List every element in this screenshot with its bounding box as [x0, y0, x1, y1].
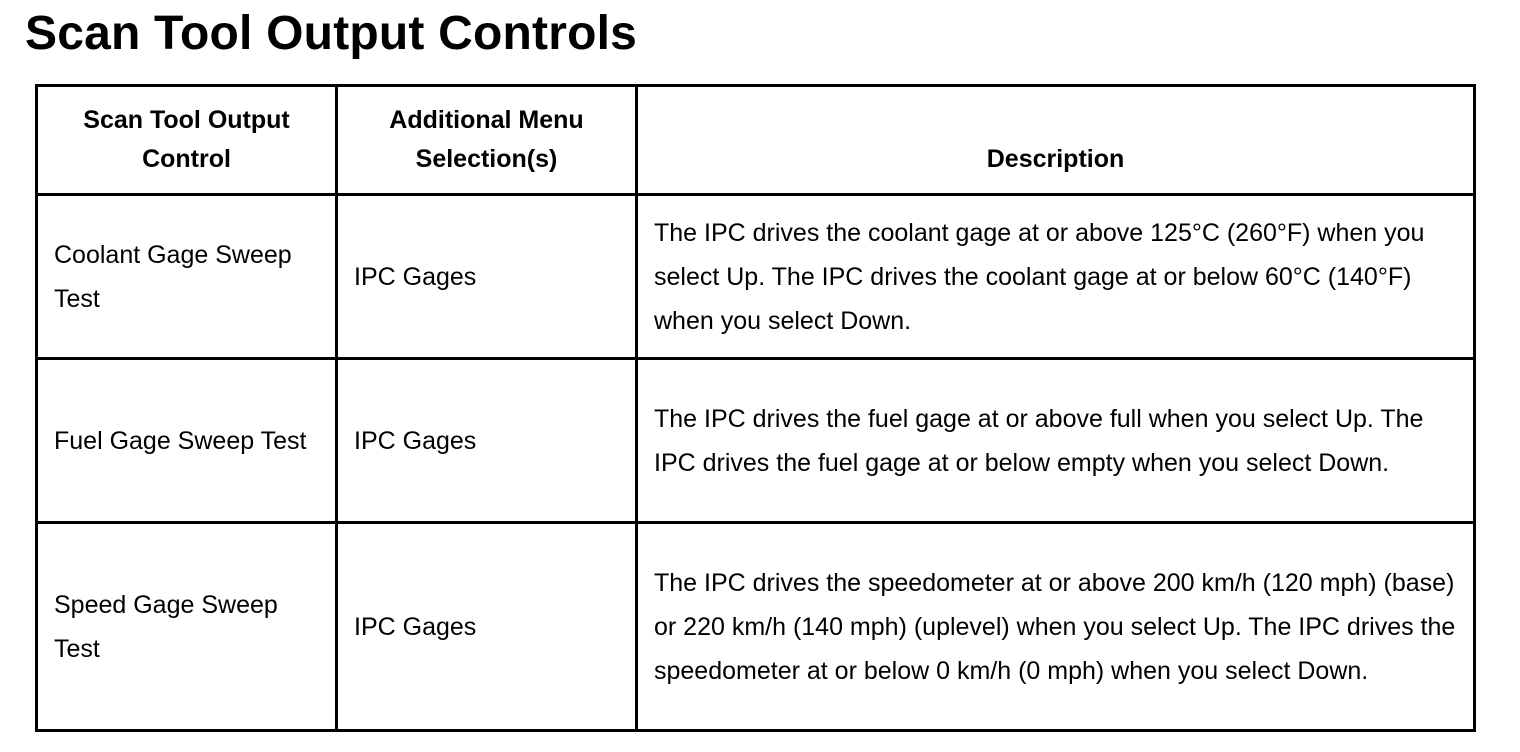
header-row	[37, 86, 1475, 195]
column-header-menu-selections: Additional Menu Selection(s)	[337, 86, 637, 195]
output-controls-table	[35, 84, 1476, 732]
table-row	[37, 523, 1475, 731]
table-row	[37, 359, 1475, 523]
output-control-cell: Coolant Gage Sweep Test	[37, 195, 337, 359]
output-control-cell: Fuel Gage Sweep Test	[37, 359, 337, 523]
description-cell: The IPC drives the coolant gage at or above 125°C (260°F) when you select Up. The IPC drives the coolant gage at or below 60°C (140°F) when you select Down.	[637, 195, 1475, 359]
output-control-cell: Speed Gage Sweep Test	[37, 523, 337, 731]
description-cell: The IPC drives the fuel gage at or above full when you select Up. The IPC drives the fuel gage at or below empty when you select Down.	[637, 359, 1475, 523]
page-title: Scan Tool Output Controls	[25, 7, 638, 60]
description-cell: The IPC drives the speedometer at or above 200 km/h (120 mph) (base) or 220 km/h (140 mph) (uplevel) when you select Up. The IPC drives the speedometer at or below 0 km/h (0 mph) when you select Down.	[637, 523, 1475, 731]
menu-selection-cell: IPC Gages	[337, 523, 637, 731]
table-row	[37, 195, 1475, 359]
column-header-description: Description	[637, 86, 1475, 195]
table-header	[37, 86, 1475, 195]
column-header-output-control: Scan Tool Output Control	[37, 86, 337, 195]
menu-selection-cell: IPC Gages	[337, 359, 637, 523]
menu-selection-cell: IPC Gages	[337, 195, 637, 359]
table-body	[37, 195, 1475, 731]
